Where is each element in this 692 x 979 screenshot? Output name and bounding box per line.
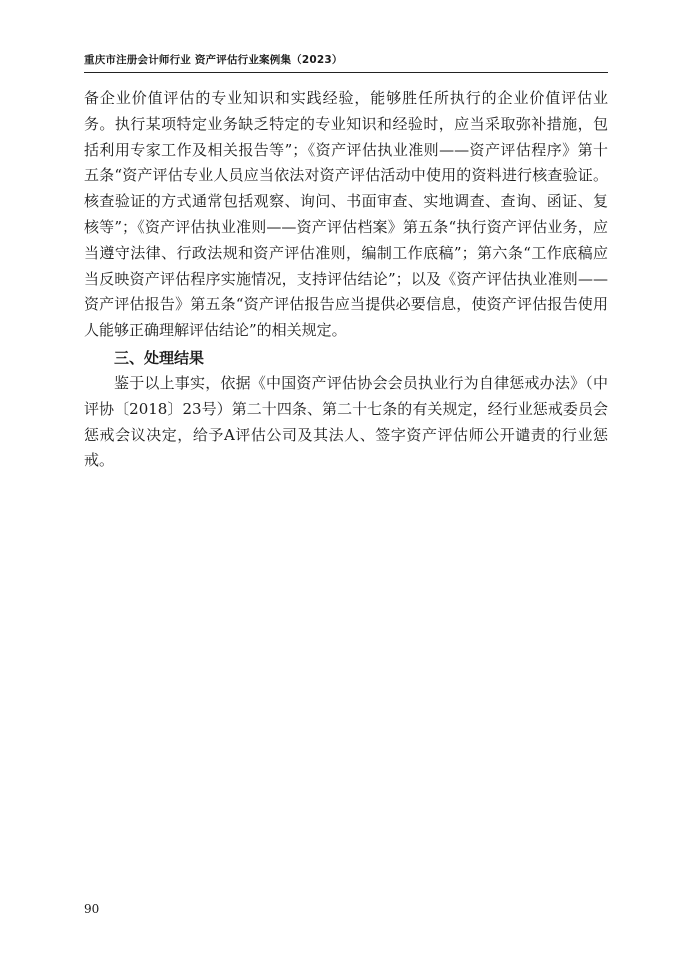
body-text xyxy=(84,86,608,474)
paragraph-continuation: 备企业价值评估的专业知识和实践经验，能够胜任所执行的企业价值评估业务。执行某项特定业务缺乏特定的专业知识和经验时，应当采取弥补措施，包括利用专家工作及相关报告等”；《资产评估执业准则——资产评估程序》第十五条“资产评估专业人员应当依法对资产评估活动中使用的资料进行核查验证。核查验证的方式通常包括观察、询问、书面审查、实地调查、查询、函证、复核等”；《资产评估执业准则——资产评估档案》第五条“执行资产评估业务，应当遵守法律、行政法规和资产评估准则，编制工作底稿”；第六条“工作底稿应当反映资产评估程序实施情况，支持评估结论”；以及《资产评估执业准则——资产评估报告》第五条“资产评估报告应当提供必要信息，使资产评估报告使用人能够正确理解评估结论”的相关规定。 xyxy=(84,89,608,340)
page-number: 90 xyxy=(84,902,100,916)
header-rule xyxy=(84,72,608,73)
paragraph-result: 鉴于以上事实，依据《中国资产评估协会会员执业行为自律惩戒办法》（中评协〔2018〕23号）第二十四条、第二十七条的有关规定，经行业惩戒委员会惩戒会议决定，给予A评估公司及其法人、签字资产评估师公开谴责的行业惩戒。 xyxy=(84,373,608,470)
section-heading: 三、处理结果 xyxy=(114,348,205,367)
running-header: 重庆市注册会计师行业 资产评估行业案例集（2023） xyxy=(84,54,343,66)
